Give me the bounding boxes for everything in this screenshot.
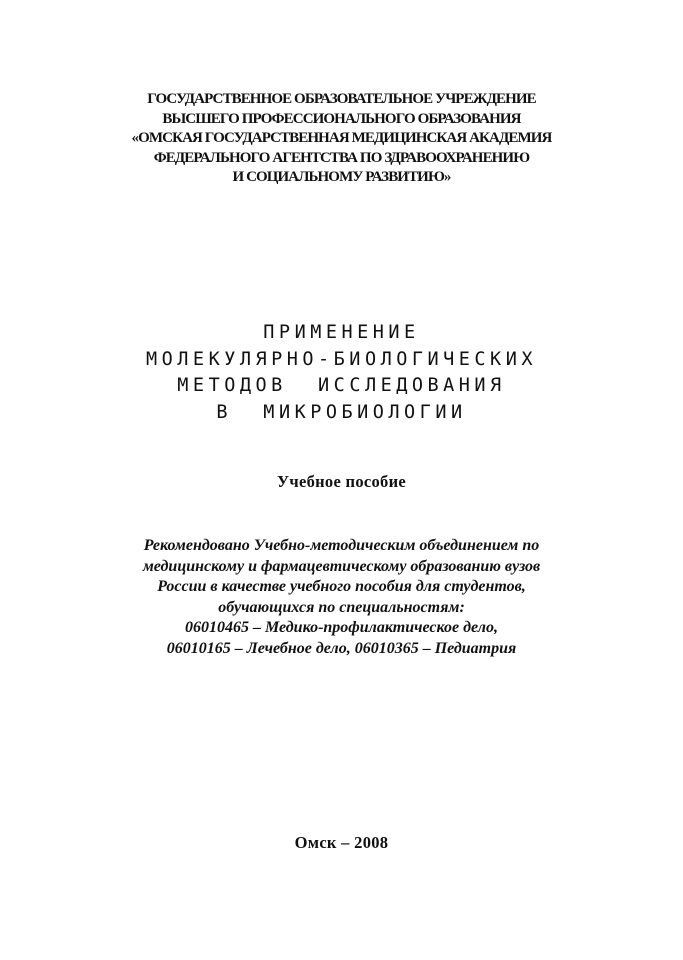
title-line: МЕТОДОВ ИССЛЕДОВАНИЯ [177,375,506,396]
recommendation-line: обучающихся по специальностям: [218,598,465,616]
title-line: ПРИМЕНЕНИЕ [263,322,420,343]
recommendation-line: 06010465 – Медико-профилактическое дело, [185,619,498,636]
header-line: И СОЦИАЛЬНОМУ РАЗВИТИЮ» [232,169,451,185]
recommendation-block [0,536,683,659]
title-line: В МИКРОБИОЛОГИИ [216,401,467,423]
recommendation-line: России в качестве учебного пособия для студентов, [157,578,526,595]
recommendation-line: медицинскому и фармацевтическому образованию вузов [142,557,541,575]
city-year: Омск – 2008 [294,833,389,852]
recommendation-line: Рекомендовано Учебно-методическим объединением по [143,537,540,554]
header-line: ФЕДЕРАЛЬНОГО АГЕНТСТВА ПО ЗДРАВООХРАНЕНИЮ [153,149,530,166]
header-line: ВЫСШЕГО ПРОФЕССИОНАЛЬНОГО ОБРАЗОВАНИЯ [162,110,521,127]
header-line: «ОМСКАЯ ГОСУДАРСТВЕННАЯ МЕДИЦИНСКАЯ АКАДЕМИЯ [131,130,552,146]
institution-header [0,90,683,188]
book-title [0,320,683,426]
header-line: ГОСУДАРСТВЕННОЕ ОБРАЗОВАТЕЛЬНОЕ УЧРЕЖДЕНИЕ [147,91,536,107]
title-line: МОЛЕКУЛЯРНО-БИОЛОГИЧЕСКИХ [146,348,537,370]
recommendation-line: 06010165 – Лечебное дело, 06010365 – Педиатрия [166,639,517,657]
book-subtitle: Учебное пособие [276,472,407,491]
